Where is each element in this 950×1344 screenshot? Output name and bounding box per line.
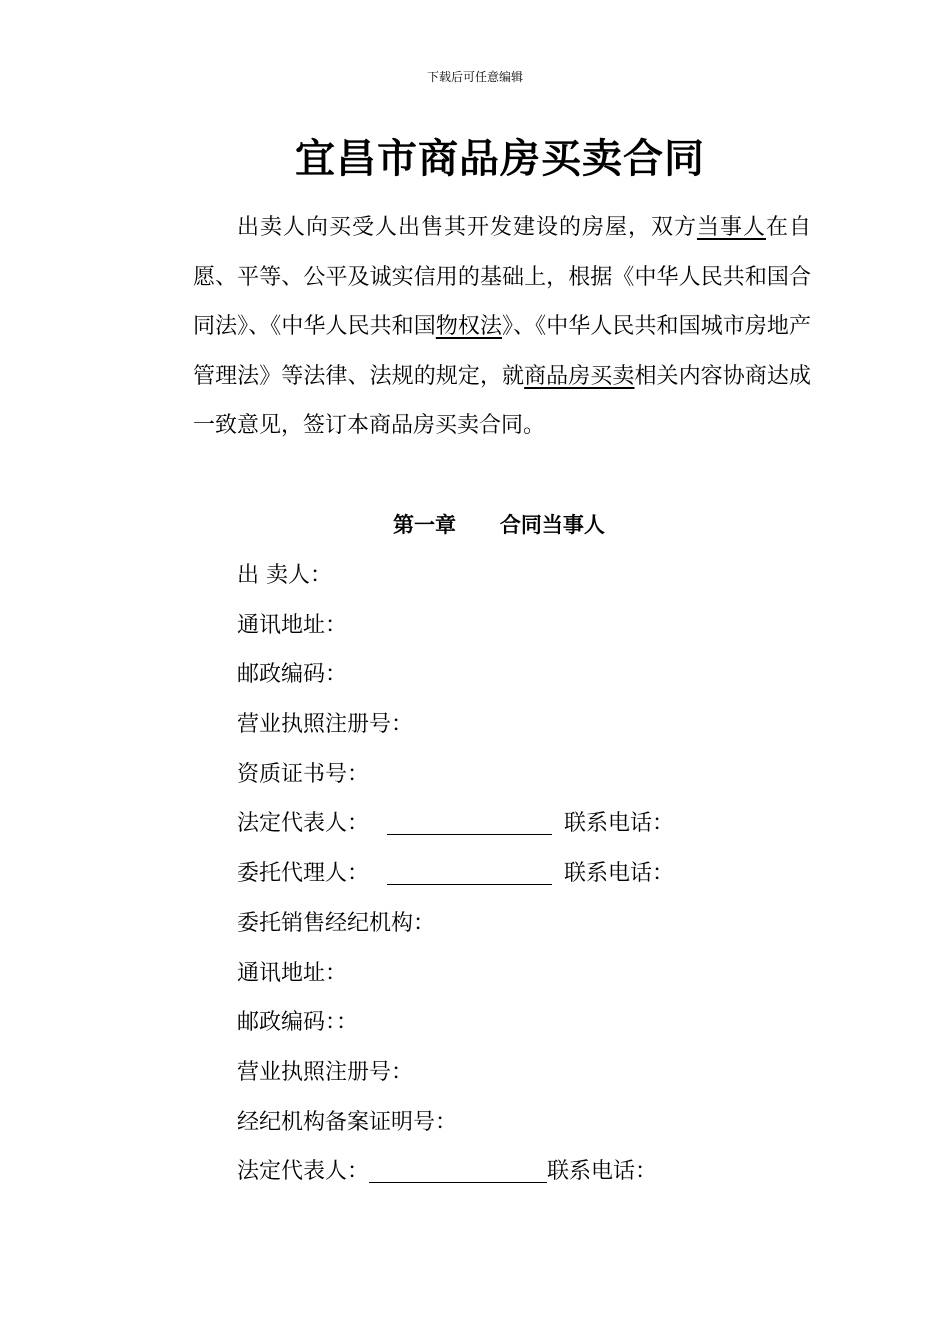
page-header-note: 下载后可任意编辑 [426, 70, 523, 84]
field-agency-filing-number [237, 1098, 837, 1148]
fill-in-blank[interactable] [387, 833, 552, 835]
field-contact-label: 联系电话： [547, 1159, 658, 1185]
field-label: 营业执照注册号： [237, 1059, 414, 1085]
field-label: 通讯地址： [237, 612, 348, 638]
field-contact-label: 联系电话： [564, 811, 675, 837]
field-agency-address [237, 949, 837, 999]
field-label: 营业执照注册号： [237, 712, 414, 738]
intro-text-2: 在自愿、平等、公平及诚实信用的基础上，根据《中华人民共和国合同法》、《中华人民共和国 [193, 215, 811, 340]
field-label: 出 卖人： [237, 563, 332, 588]
field-legal-representative [237, 799, 837, 849]
fill-in-blank[interactable] [369, 1181, 547, 1183]
intro-text-3: 》、《中华人民共和国城市房地产管理法》等法律、法规的规定，就 [193, 314, 811, 389]
intro-underlined-term-2: 物权法 [435, 314, 503, 340]
field-agency-postcode [237, 998, 837, 1048]
field-contact-label: 联系电话： [564, 861, 675, 887]
field-label: 通讯地址： [237, 960, 348, 986]
party-fields [237, 551, 837, 1197]
intro-text-1: 出卖人向买受人出售其开发建设的房屋，双方 [237, 215, 697, 240]
field-label: 法定代表人： [237, 1159, 370, 1185]
field-agency-legal-representative [237, 1147, 837, 1197]
field-label: 法定代表人： [237, 811, 370, 837]
chapter-heading [393, 509, 605, 539]
intro-text-4: 相关内容协商达成一致意见，签订本商品房买卖合同。 [193, 363, 811, 439]
field-agency-license-number [237, 1048, 837, 1098]
field-seller [237, 551, 837, 601]
field-label: 委托代理人： [237, 861, 370, 887]
field-label: 邮政编码： [237, 662, 348, 688]
field-address [237, 601, 837, 651]
fill-in-blank[interactable] [387, 883, 552, 885]
field-authorized-agent [237, 849, 837, 899]
field-postcode [237, 650, 837, 700]
field-label: 经纪机构备案证明号： [237, 1109, 458, 1135]
intro-underlined-term-1: 当事人 [696, 215, 766, 240]
chapter-number: 第一章 [393, 513, 456, 537]
field-label: 委托销售经纪机构： [237, 910, 436, 936]
chapter-name: 合同当事人 [499, 513, 605, 537]
intro-underlined-term-3: 商品房买卖 [524, 363, 635, 389]
field-license-number [237, 700, 837, 750]
field-qualification-number [237, 750, 837, 800]
field-label: 邮政编码：： [237, 1010, 359, 1036]
field-label: 资质证书号： [237, 761, 370, 787]
field-sales-agency [237, 899, 837, 949]
intro-paragraph [193, 203, 811, 451]
document-title: 宜昌市商品房买卖合同 [295, 136, 705, 182]
